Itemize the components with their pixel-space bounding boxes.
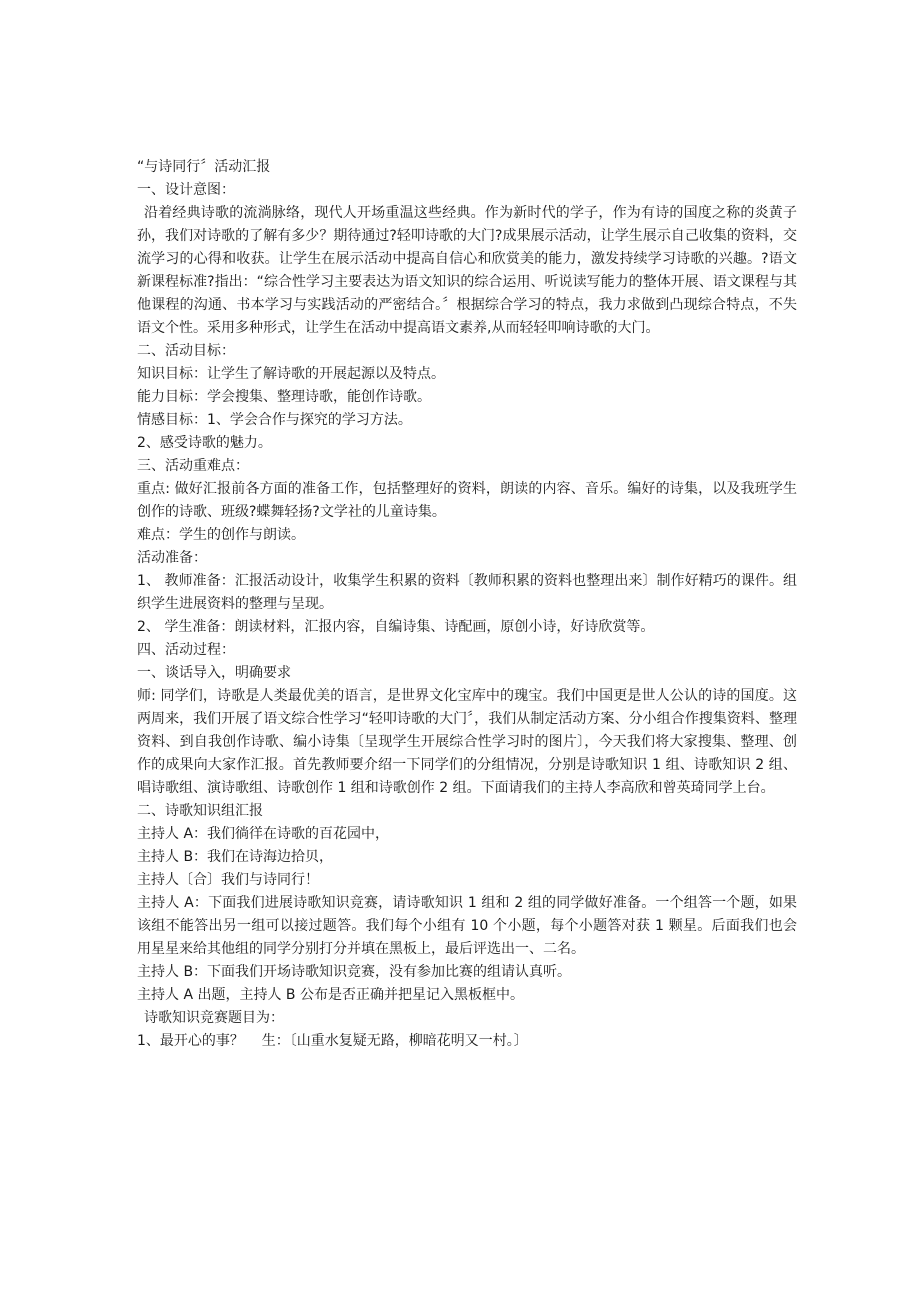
host-b-line-1: 主持人 B：我们在诗海边拾贝，: [137, 849, 334, 865]
preparation-heading: 活动准备：: [137, 550, 207, 566]
host-b-quiz-start: 主持人 B：下面我们开场诗歌知识竞赛，没有参加比赛的组请认真听。: [137, 964, 572, 980]
quiz-questions-heading: 诗歌知识竞赛题目为：: [144, 1010, 284, 1026]
paragraph-design-intent: 沿着经典诗歌的流淌脉络，现代人开场重温这些经典。作为新时代的学子，作为有诗的国度之称的炎黄子孙，我们对诗歌的了解有多少？期待通过?轻叩诗歌的大门?成果展示活动，让学生展示自己收集的资料，交流学习的心得和收获。让学生在展示活动中提高自信心和欣赏美的能力，激发持续学习诗歌的兴趣。?语文新课程标准?指出：“综合性学习主要表达为语文知识的综合运用、听说读写能力的整体开展、语文课程与其他课程的沟通、书本学习与实践活动的严密结合。〞根据综合学习的特点，我力求做到凸现综合特点，不失语文个性。采用多种形式，让学生在活动中提高语文素养,从而轻轻叩响诗歌的大门。: [137, 205, 797, 336]
host-a-quiz-intro: 主持人 A：下面我们进展诗歌知识竞赛，请诗歌知识 1 组和 2 组的同学做好准备。一个组答一个题，如果该组不能答出另一组可以接过题答。我们每个小组有 10 个小题，每个小题答对获 1 颗星。后面我们也会用星星来给其他组的同学分别打分并填在黑板上，最后评选出一、二名。: [137, 895, 797, 957]
document-body: [137, 156, 797, 1053]
section-heading-design-intent: 一、设计意图：: [137, 182, 235, 198]
goal-emotion-2: 2、感受诗歌的魅力。: [137, 435, 272, 451]
section-heading-goals: 二、活动目标：: [137, 343, 235, 359]
section-heading-process: 四、活动过程：: [137, 642, 235, 658]
document-title: “与诗同行〞活动汇报: [137, 159, 271, 175]
quiz-question-1: 1、最开心的事？ 生：〔山重水复疑无路，柳暗花明又一村。〕: [137, 1033, 528, 1049]
goal-emotion-1: 情感目标：1、学会合作与探究的学习方法。: [137, 412, 412, 428]
paragraph-key-point: 重点: 做好汇报前各方面的准备工作，包括整理好的资料，朗读的内容、音乐。编好的诗集，以及我班学生创作的诗歌、班级?蝶舞轻扬?文学社的儿童诗集。: [137, 481, 797, 520]
goal-knowledge: 知识目标：让学生了解诗歌的开展起源以及特点。: [137, 366, 445, 382]
section-heading-key-points: 三、活动重难点：: [137, 458, 249, 474]
teacher-speech-paragraph: 师: 同学们，诗歌是人类最优美的语言，是世界文化宝库中的瑰宝。我们中国更是世人公认的诗的国度。这两周来，我们开展了语文综合性学习“轻叩诗歌的大门〞，我们从制定活动方案、分小组合作搜集资料、整理资料、到自我创作诗歌、编小诗集〔呈现学生开展综合性学习时的图片〕，今天我们将大家搜集、整理、创作的成果向大家作汇报。首先教师要介绍一下同学们的分组情况，分别是诗歌知识 1 组、诗歌知识 2 组、唱诗歌组、演诗歌组、诗歌创作 1 组和诗歌创作 2 组。下面请我们的主持人李高欣和曾英琦同学上台。: [137, 688, 797, 796]
student-preparation: 2、 学生准备：朗读材料，汇报内容，自编诗集、诗配画，原创小诗，好诗欣赏等。: [137, 619, 655, 635]
teacher-preparation: 1、 教师准备：汇报活动设计，收集学生积累的资料〔教师积累的资料也整理出来〕制作好精巧的课件。组织学生进展资料的整理与呈现。: [137, 573, 797, 612]
hosts-together-line: 主持人〔合〕我们与诗同行！: [137, 872, 319, 888]
quiz-procedure: 主持人 A 出题，主持人 B 公布是否正确并把星记入黑板框中。: [137, 987, 524, 1003]
process-step-1: 一、谈话导入，明确要求: [137, 665, 291, 681]
goal-ability: 能力目标：学会搜集、整理诗歌，能创作诗歌。: [137, 389, 431, 405]
difficulty-line: 难点：学生的创作与朗读。: [137, 527, 305, 543]
process-step-2: 二、诗歌知识组汇报: [137, 803, 263, 819]
host-a-line-1: 主持人 A：我们徜徉在诗歌的百花园中，: [137, 826, 390, 842]
